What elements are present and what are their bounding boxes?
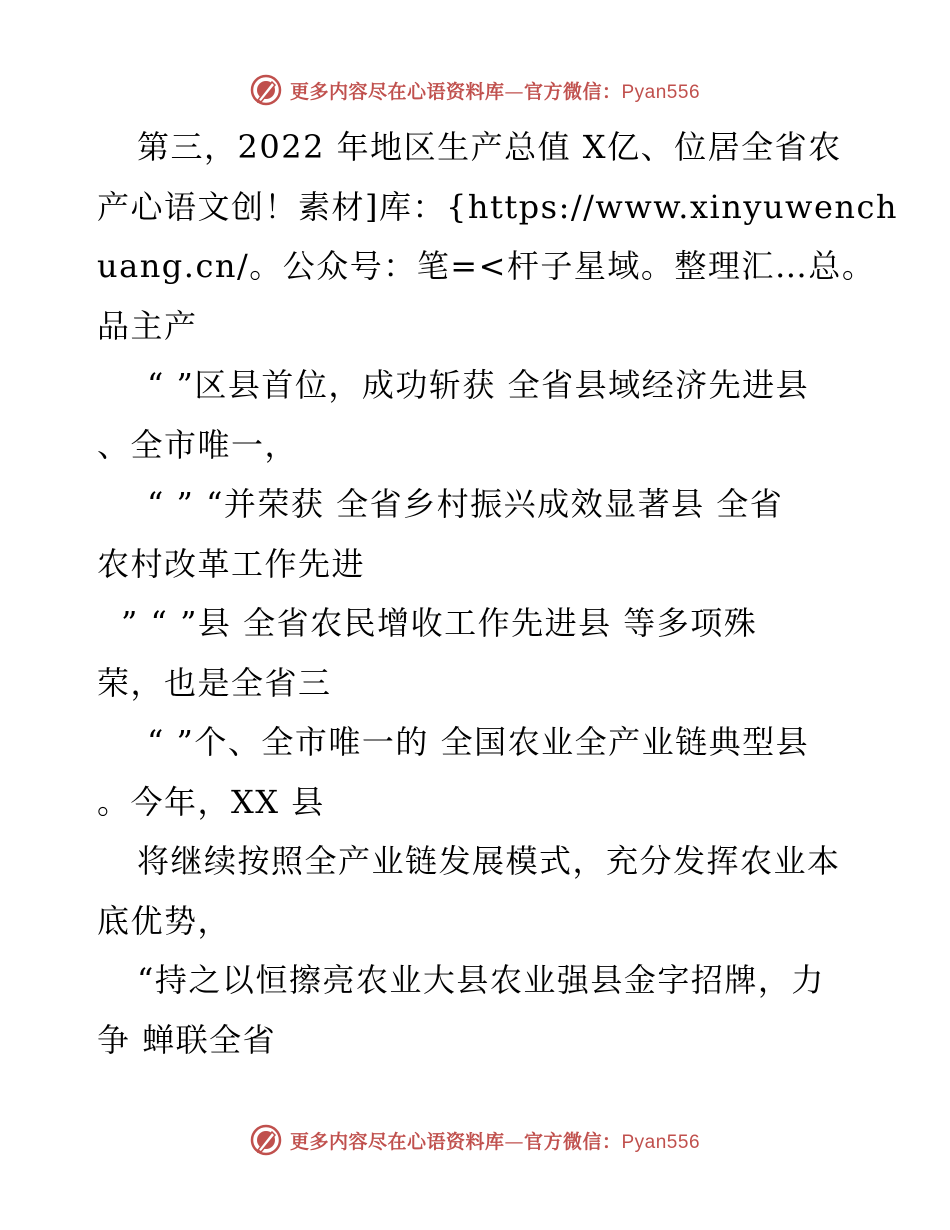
text-line: ” “ ”县 全省农民增收工作先进县 等多项殊 — [121, 604, 758, 642]
footer-watermark — [0, 1120, 950, 1160]
watermark-text: 更多内容尽在心语资料库—官方微信：Pyan556 — [289, 1130, 701, 1153]
text-line: “持之以恒擦亮农业大县农业强县金字招牌，力 — [137, 961, 825, 999]
text-line: 产心语文创！素材]库：{https://www.xinyuwench — [97, 187, 899, 226]
text-line: 将继续按照全产业链发展模式，充分发挥农业本 — [137, 842, 841, 880]
text-line: 农村改革工作先进 — [97, 544, 366, 583]
header-watermark — [0, 70, 950, 110]
text-line: “ ” “并荣获 全省乡村振兴成效显著县 全省 — [147, 485, 784, 523]
text-line: 底优势， — [97, 901, 232, 940]
text-line: 品主产 — [97, 306, 198, 345]
text-line: 、全市唯一， — [97, 425, 299, 464]
text-line: 争 蝉联全省 — [97, 1020, 277, 1059]
text-line: “ ”区县首位，成功斩获 全省县域经济先进县 — [147, 366, 810, 404]
text-line: uang.cn/。公众号：笔=<杆子星域。整理汇…总。 — [97, 247, 876, 285]
document-body — [97, 118, 899, 1070]
text-line: 第三，2022 年地区生产总值 X亿、位居全省农 — [137, 128, 842, 166]
text-line: “ ”个、全市唯一的 全国农业全产业链典型县 — [147, 723, 810, 761]
text-line: 荣，也是全省三 — [97, 663, 332, 702]
pen-logo-icon — [250, 1124, 282, 1156]
text-line: 。今年，XX 县 — [97, 782, 325, 821]
watermark-text: 更多内容尽在心语资料库—官方微信：Pyan556 — [289, 80, 701, 103]
pen-logo-icon — [250, 74, 282, 106]
